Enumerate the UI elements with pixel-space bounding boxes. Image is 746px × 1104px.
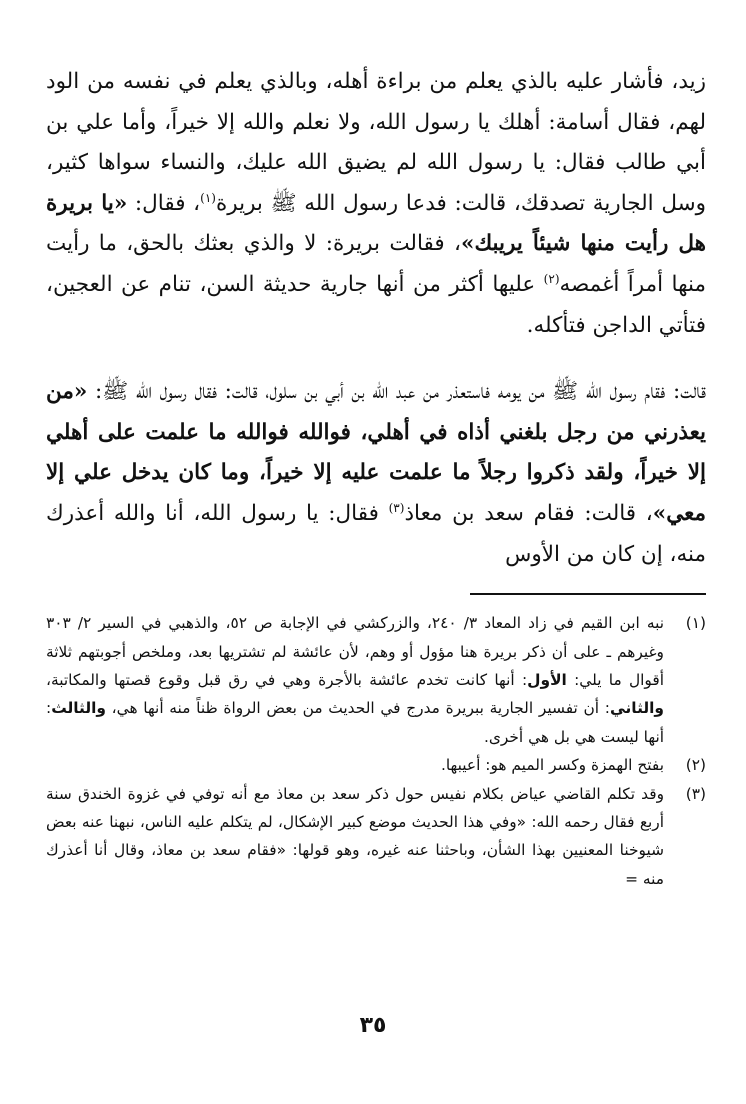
footnote-1-part-1: نبه ابن القيم في زاد المعاد ٣/ ٢٤٠، والزركشي في الإجابة ص ٥٢، والذهبي في السير ٢/ ٣٠٣ وغيرهم ـ على أن ذكر بريرة هنا مؤول أو وهم، لأن عائشة لم تشتريها بعد، وملخص أجوبتهم ثلاثة أقوال ما يلي: — [46, 614, 665, 689]
footnote-1-label-second: والثاني — [609, 699, 664, 718]
page-content — [46, 62, 706, 893]
footnote-divider — [470, 593, 706, 595]
footnote-2-text: بفتح الهمزة وكسر الميم هو: أعيبها. — [440, 756, 664, 775]
footnote-3-number: (٣) — [685, 784, 706, 803]
paragraph-1-text-2: ، فقال: — [127, 190, 201, 216]
paragraph-2-text-2: ، قالت: فقام سعد بن معاذ — [404, 500, 653, 526]
footnote-ref-2: (٢) — [543, 271, 560, 286]
footnote-1-part-3: : أن تفسير الجارية ببريرة مدرج في الحديث من بعض الرواة ظناً منه أنها هي، — [105, 699, 610, 718]
paragraph-1-text-1: زيد، فأشار عليه بالذي يعلم من براءة أهله، وبالذي يعلم في نفسه من الود لهم، فقال أسامة: أهلك يا رسول الله، ولا نعلم والله إلا خيراً، وأما علي بن أبي طالب فقال: يا رسول الله لم يضيق الله عليك، والنساء سواها كثير، وسل الجارية تصدقك، قالت: فدعا رسول الله ﷺ بريرة — [46, 69, 706, 216]
hadith-quote-2: «من يعذرني من رجل بلغني أذاه في أهلي، فوالله فوالله ما علمت على أهلي إلا خيراً، ولقد ذكروا رجلاً ما علمت عليه إلا خيراً، وما كان يدخل علي إلا معي» — [46, 379, 706, 526]
body-paragraph-1 — [46, 62, 706, 346]
footnote-2-number: (٢) — [685, 756, 706, 775]
footnote-2 — [46, 751, 706, 779]
paragraph-spacer — [46, 346, 706, 372]
footnote-1-number: (١) — [685, 614, 706, 633]
footnote-1-part-2: : أنها كانت تخدم عائشة بالأجرة وهي في رق قبل وقوع قصتها والمكاتبة، — [46, 670, 528, 689]
footnote-1-part-4: : أنها ليست هي بل هي أخرى. — [46, 699, 664, 746]
body-paragraph-2 — [46, 372, 706, 575]
footnote-1-text — [46, 609, 664, 751]
paragraph-2-text-1: قالت: فقام رسول الله ﷺ من يومه فاستعذر من عبد الله بن أبي بن سلول، قالت: فقال رسول الله ﷺ: — [87, 379, 706, 405]
footnote-divider-wrap — [46, 575, 706, 609]
paragraph-1-text-3: ، فقالت بريرة: لا والذي بعثك بالحق، ما رأيت منها أمراً أغمصه — [46, 231, 707, 297]
footnote-3 — [46, 780, 706, 894]
footnote-3-text: وقد تكلم القاضي عياض بكلام نفيس حول ذكر سعد بن معاذ مع أنه توفي في غزوة الخندق سنة أربع فقال رحمه الله: «وفي هذا الحديث موضع كبير الإشكال، لم يتكلم عليه الناس، نبهنا عنه بعض شيوخنا المعنيين بهذا الشأن، وباحثنا عنه غيره، وهو قولها: «فقام سعد بن معاذ، وقال أنا أعذرك منه = — [46, 784, 664, 888]
page-number: ٣٥ — [359, 1013, 387, 1038]
paragraph-1-text-4: عليها أكثر من أنها جارية حديثة السن، تنام عن العجين، فتأتي الداجن فتأكله. — [46, 271, 706, 338]
hadith-quote-1: «يا بريرة هل رأيت منها شيئاً يريبك» — [46, 190, 706, 257]
paragraph-2-text-3: فقال: يا رسول الله، أنا والله أعذرك منه، إن كان من الأوس — [46, 500, 706, 567]
footnote-ref-1: (١) — [200, 190, 216, 205]
footnote-1 — [46, 609, 706, 751]
footnote-1-label-third: والثالث — [51, 699, 106, 718]
footnotes — [46, 609, 706, 893]
footnote-ref-3: (٣) — [388, 500, 405, 515]
footnote-1-label-first: الأول — [527, 670, 567, 689]
